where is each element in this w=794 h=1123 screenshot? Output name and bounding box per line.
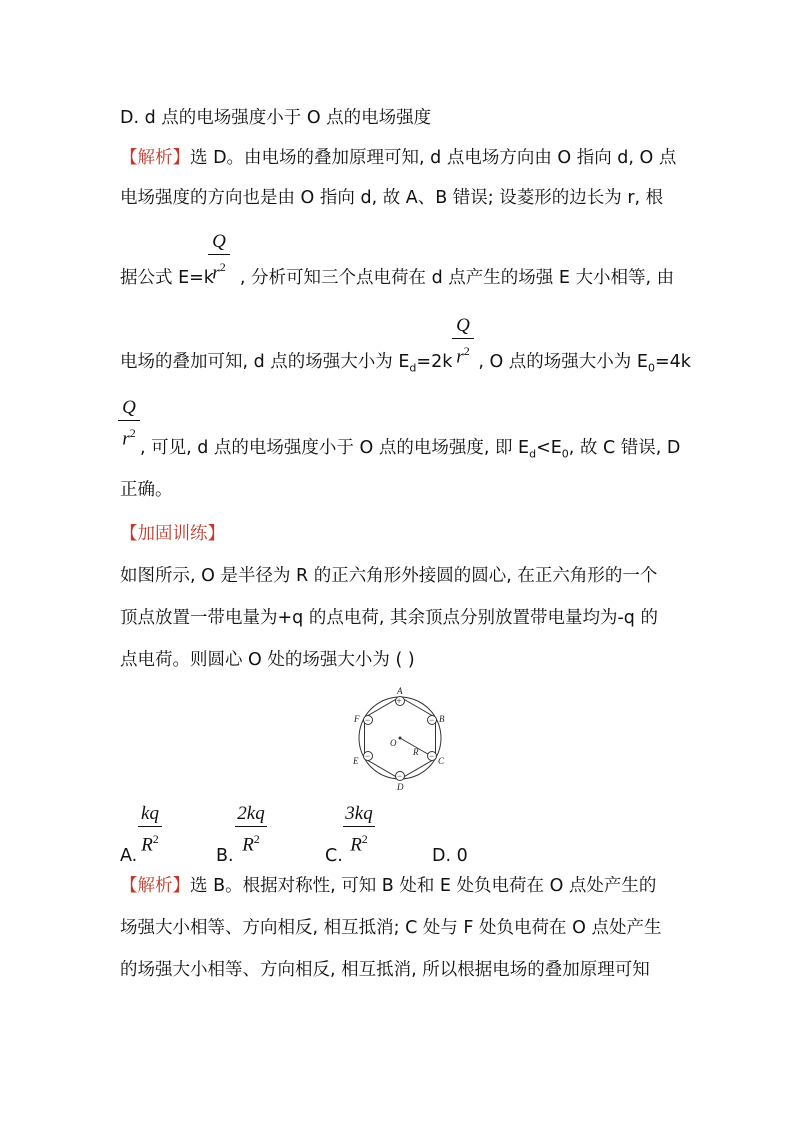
analysis-line-3 — [120, 268, 674, 288]
option-b-fraction: 2kq $R^2$ — [235, 804, 267, 855]
analysis-line-1 — [120, 148, 676, 168]
formula-lead: 据公式 E=k — [120, 268, 214, 288]
label-r: R — [413, 747, 419, 757]
question-line-1: 如图所示, O 是半径为 R 的正六角形外接圆的圆心, 在正六角形的一个 — [120, 566, 658, 586]
option-a[interactable]: A. — [120, 846, 138, 866]
svg-text:−: − — [429, 751, 435, 761]
svg-text:−: − — [429, 715, 435, 725]
option-c[interactable]: C. — [325, 846, 343, 866]
option-c-fraction: 3kq $R^2$ — [343, 804, 375, 855]
charge-d — [396, 771, 405, 781]
option-b[interactable]: B. — [216, 846, 234, 866]
label-a: A — [397, 686, 403, 696]
svg-text:−: − — [365, 715, 371, 725]
option-d-line: D. d 点的电场强度小于 O 点的电场强度 — [120, 108, 432, 128]
label-c: C — [438, 756, 445, 766]
fraction-ed: Q $r^2$ — [452, 316, 474, 367]
analysis-line-2: 电场强度的方向也是由 O 指向 d, 故 A、B 错误; 设菱形的边长为 r, 根 — [120, 188, 664, 208]
analysis2-line-1: 【解析】选 B。根据对称性, 可知 B 处和 E 处负电荷在 O 点处产生的 — [120, 876, 657, 896]
charge-b — [428, 715, 437, 725]
hexagon-figure — [340, 684, 460, 796]
label-f: F — [354, 714, 360, 724]
option-a-fraction: kq $R^2$ — [138, 804, 162, 855]
fraction-numerator: Q — [212, 231, 226, 252]
charge-a — [396, 696, 405, 706]
analysis-text-3: , 分析可知三个点电荷在 d 点产生的场强 E 大小相等, 由 — [239, 268, 675, 288]
analysis2-line-3: 的场强大小相等、方向相反, 相互抵消, 所以根据电场的叠加原理可知 — [120, 960, 650, 980]
svg-text:−: − — [397, 771, 403, 781]
svg-text:−: − — [365, 751, 371, 761]
analysis-line-6: 正确。 — [120, 480, 173, 500]
label-e: E — [353, 756, 359, 766]
label-b: B — [439, 714, 445, 724]
analysis-line-4: 电场的叠加可知, d 点的场强大小为 $E_d=2k$ , O 点的场强大小为 $E_0=4k$ — [120, 352, 691, 375]
analysis-line-5: , 可见, d 点的电场强度小于 O 点的电场强度, 即 $E_d<E_0$, 故 C 错误, D — [140, 438, 681, 461]
label-d: D — [397, 782, 404, 792]
analysis2-line-2: 场强大小相等、方向相反, 相互抵消; C 处与 F 处负电荷在 O 点处产生 — [120, 918, 662, 938]
option-d[interactable]: D. 0 — [432, 846, 468, 866]
charge-f — [364, 715, 373, 725]
analysis-tag: 【解析】 — [120, 148, 190, 168]
charge-e — [364, 751, 373, 761]
fraction-denominator: $r^2$ — [212, 260, 226, 284]
svg-text:+: + — [396, 696, 402, 706]
question-line-2: 顶点放置一带电量为+q 的点电荷, 其余顶点分别放置带电量均为-q 的 — [120, 608, 658, 628]
fraction-e0: Q $r^2$ — [118, 398, 140, 449]
analysis2-tag: 【解析】 — [120, 876, 190, 896]
charge-c — [428, 751, 437, 761]
section-title: 【加固训练】 — [120, 524, 225, 544]
label-o: O — [390, 738, 397, 748]
question-line-3: 点电荷。则圆心 O 处的场强大小为 ( ) — [120, 650, 415, 670]
analysis-text-1: 选 D。由电场的叠加原理可知, d 点电场方向由 O 指向 d, O 点 — [190, 148, 677, 168]
